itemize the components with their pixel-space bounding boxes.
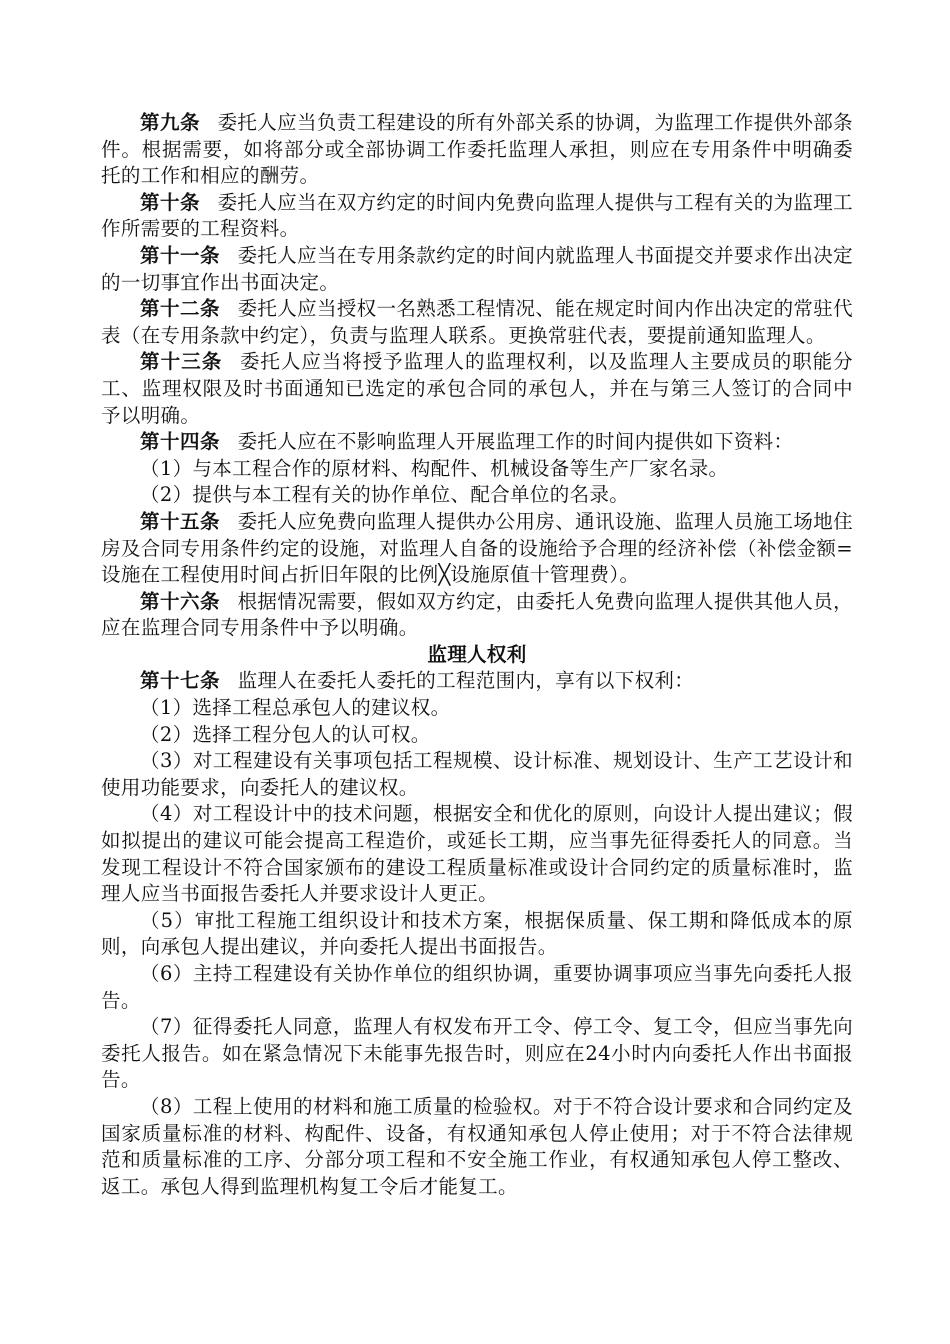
article-text: 委托人应当在专用条款约定的时间内就监理人书面提交并要求作出决定的一切事宜作出书面决定。 — [101, 243, 853, 294]
article-15 — [101, 509, 853, 589]
list-item: （2）提供与本工程有关的协作单位、配合单位的名录。 — [140, 483, 630, 507]
article-12 — [101, 296, 853, 349]
article-text: 委托人应在不影响监理人开展监理工作的时间内提供如下资料： — [237, 430, 794, 454]
article-text: 委托人应免费向监理人提供办公用房、通讯设施、监理人员施工场地住房及合同专用条件约定的设施，对监理人自备的设施给予合理的经济补偿（补偿金额=设施在工程使用时间占折旧年限的比例╳设施原值十管理费）。 — [101, 509, 853, 587]
article-text: 委托人应当授权一名熟悉工程情况、能在规定时间内作出决定的常驻代表（在专用条款中约定），负责与监理人联系。更换常驻代表，要提前通知监理人。 — [101, 297, 853, 347]
article-title: 第九条 — [140, 111, 201, 134]
list-item: （1）与本工程合作的原材料、构配件、机械设备等生产厂家名录。 — [140, 456, 729, 480]
list-item: （1）选择工程总承包人的建议权。 — [140, 696, 451, 720]
article-title: 第十五条 — [140, 509, 221, 533]
list-item: （8）工程上使用的材料和施工质量的检验权。对于不符合设计要求和合同约定及国家质量标准的材料、构配件、设备，有权通知承包人停止使用；对于不符合法律规范和质量标准的工序、分部分项工程和不安全施工作业，有权通知承包人停工整改、返工。承包人得到监理机构复工令后才能复工。 — [101, 1094, 853, 1198]
article-13 — [101, 349, 853, 429]
article-title: 第十六条 — [140, 589, 221, 613]
article-10 — [101, 190, 853, 243]
article-11 — [101, 243, 853, 296]
article-17 — [101, 668, 853, 695]
list-item: （7）征得委托人同意，监理人有权发布开工令、停工令、复工令，但应当事先向委托人报告。如在紧急情况下未能事先报告时，则应在24小时内向委托人作出书面报告。 — [101, 1015, 853, 1092]
article-9 — [101, 110, 853, 190]
list-item: （5）审批工程施工组织设计和技术方案，根据保质量、保工期和降低成本的原则，向承包人提出建议，并向委托人提出书面报告。 — [101, 908, 853, 959]
article-text: 监理人在委托人委托的工程范围内，享有以下权利： — [237, 669, 695, 693]
list-item: （3）对工程建设有关事项包括工程规模、设计标准、规划设计、生产工艺设计和使用功能要求，向委托人的建议权。 — [101, 749, 853, 799]
article-title: 第十一条 — [140, 243, 221, 267]
article-title: 第十二条 — [140, 297, 221, 321]
article-16 — [101, 589, 853, 642]
section-heading: 监理人权利 — [427, 642, 527, 666]
article-title: 第十七条 — [140, 669, 221, 693]
article-text: 委托人应当将授予监理人的监理权利，以及监理人主要成员的职能分工、监理权限及时书面通知已选定的承包合同的承包人，并在与第三人签订的合同中予以明确。 — [101, 350, 853, 427]
document-body — [101, 110, 853, 1200]
article-14 — [101, 429, 853, 456]
article-title: 第十三条 — [140, 350, 223, 374]
article-title: 第十四条 — [140, 430, 221, 454]
article-text: 委托人应当在双方约定的时间内免费向监理人提供与工程有关的为监理工作所需要的工程资料。 — [101, 190, 853, 241]
article-title: 第十条 — [140, 190, 201, 214]
list-item: （2）选择工程分包人的认可权。 — [140, 722, 431, 746]
list-item: （4）对工程设计中的技术问题，根据安全和优化的原则，向设计人提出建议；假如拟提出的建议可能会提高工程造价，或延长工期，应当事先征得委托人的同意。当发现工程设计不符合国家颁布的建设工程质量标准或设计合同约定的质量标准时，监理人应当书面报告委托人并要求设计人更正。 — [101, 802, 853, 906]
article-text: 委托人应当负责工程建设的所有外部关系的协调，为监理工作提供外部条件。根据需要，如将部分或全部协调工作委托监理人承担，则应在专用条件中明确委托的工作和相应的酬劳。 — [101, 111, 853, 188]
article-text: 根据情况需要，假如双方约定，由委托人免费向监理人提供其他人员，应在监理合同专用条件中予以明确。 — [101, 589, 853, 640]
list-item: （6）主持工程建设有关协作单位的组织协调，重要协调事项应当事先向委托人报告。 — [101, 962, 853, 1012]
